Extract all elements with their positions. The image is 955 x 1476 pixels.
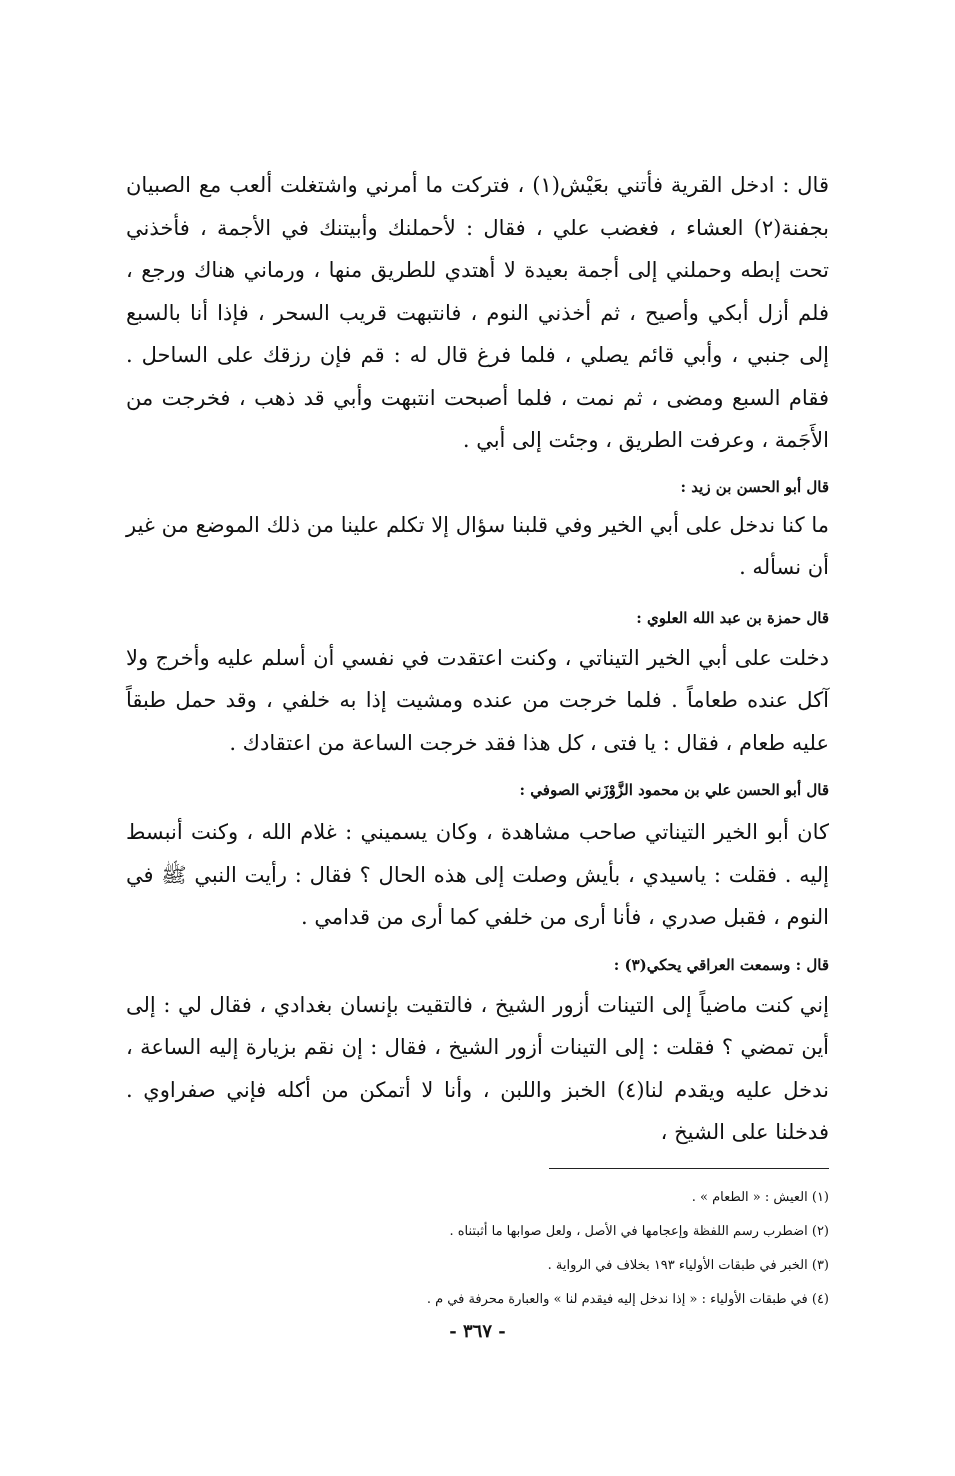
page-number: - ٣٦٧ - bbox=[449, 1320, 506, 1342]
footnote-4: (٤) في طبقات الأولياء : « إذا ندخل إليه فيقدم لنا » والعبارة محرفة في م . bbox=[426, 1291, 829, 1307]
footnote-3: (٣) الخبر في طبقات الأولياء ١٩٣ بخلاف في الرواية . bbox=[547, 1257, 829, 1273]
paragraph-3: دخلت على أبي الخير التيناتي ، وكنت اعتقدت في نفسي أن أسلم عليه وأخرج ولا آكل عنده طعاماً . فلما خرجت من عنده ومشيت إذا به خلفي ، وقد حمل طبقاً عليه طعام ، فقال : يا فتى ، كل هذا فقد خرجت الساعة من اعتقادك . bbox=[126, 645, 829, 755]
footnote-1: (١) العيش : « الطعام » . bbox=[691, 1189, 829, 1205]
paragraph-5: إني كنت ماضياً إلى التينات أزور الشيخ ، فالتقيت بإنسان بغدادي ، فقال لي : إلى أين تمضي ؟ فقلت : إلى التينات أزور الشيخ ، فقال : إن نقم بزيارة إليه الساعة ، ندخل عليه ويقدم لنا(٤) الخبز واللبن ، وأنا لا أتمكن من أكله فإني صفراوي . فدخلنا على الشيخ ، bbox=[126, 992, 829, 1144]
footnote-2: (٢) اضطرب رسم اللفظة وإعجامها في الأصل ، ولعل صوابها ما أثبتناه . bbox=[449, 1223, 829, 1239]
heading-al-iraqi: قال : وسمعت العراقي يحكي(٣) : bbox=[613, 955, 829, 974]
footnotes bbox=[126, 1181, 829, 1317]
paragraph-2: ما كنا ندخل على أبي الخير وفي قلبنا سؤال إلا تكلم علينا من ذلك الموضع من غير أن نسأله . bbox=[126, 512, 829, 579]
heading-abu-al-hasan-ali-al-zawzani: قال أبو الحسن علي بن محمود الزَّوْزَني الصوفي : bbox=[519, 781, 829, 799]
heading-abu-al-hasan-ibn-zayd: قال أبو الحسن بن زيد : bbox=[680, 477, 829, 496]
paragraph-4: كان أبو الخير التيناتي صاحب مشاهدة ، وكان يسميني : غلام الله ، وكنت أنبسط إليه . فقلت : ياسيدي ، بأيش وصلت إلى هذه الحال ؟ فقال : رأيت النبي ﷺ في النوم ، فقبل صدري ، فأنا أرى من خلفي كما أرى من قدامي . bbox=[126, 820, 829, 929]
paragraph-1: قال : ادخل القرية فأتني بعَيْش(١) ، فتركت ما أمرني واشتغلت ألعب مع الصبيان بجفنة(٢) العشاء ، فغضب علي ، فقال : لأحملنك وأبيتنك في الأجمة ، فأخذني تحت إبطه وحملني إلى أجمة بعيدة لا أهتدي للطريق منها ، ورماني هناك ورجع ، فلم أزل أبكي وأصيح ، ثم أخذني النوم ، فانتبهت قريب السحر ، فإذا أنا بالسبع إلى جنبي ، وأبي قائم يصلي ، فلما فرغ قال له : قم فإن رزقك على الساحل . فقام السبع ومضى ، ثم نمت ، فلما أصبحت انتبهت وأبي قد ذهب ، فخرجت من الأَجَمة ، وعرفت الطريق ، وجئت إلى أبي . bbox=[126, 173, 829, 452]
heading-hamza-ibn-abdullah: قال حمزة بن عبد الله العلوي : bbox=[636, 608, 829, 627]
footnote-divider bbox=[549, 1168, 829, 1169]
